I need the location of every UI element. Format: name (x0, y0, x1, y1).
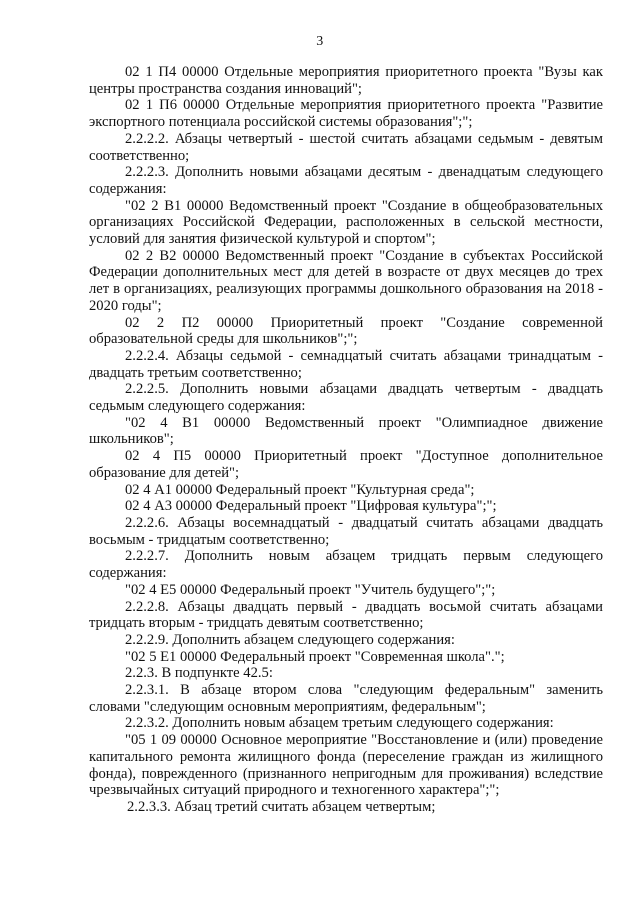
paragraph: 2.2.2.6. Абзацы восемнадцатый - двадцатый считать абзацами двадцать восьмым - тридцатым соответственно; (89, 514, 603, 548)
paragraph: 2.2.2.9. Дополнить абзацем следующего содержания: (125, 631, 455, 648)
page-number: 3 (316, 34, 324, 49)
paragraph: 2.2.3.3. Абзац третий считать абзацем четвертым; (127, 798, 436, 815)
paragraph: 02 1 П6 00000 Отдельные мероприятия приоритетного проекта "Развитие экспортного потенциала российской системы образования";"; (89, 97, 603, 131)
paragraph: 2.2.2.8. Абзацы двадцать первый - двадцать восьмой считать абзацами тридцать вторым - тридцать девятым соответственно; (89, 598, 603, 632)
paragraph: "02 5 Е1 00000 Федеральный проект "Современная школа"."; (125, 648, 505, 665)
paragraph: 02 4 А1 00000 Федеральный проект "Культурная среда"; (125, 481, 475, 498)
paragraph: 2.2.3.2. Дополнить новым абзацем третьим следующего содержания: (125, 715, 554, 732)
paragraph: 2.2.2.7. Дополнить новым абзацем тридцать первым следующего содержания: (89, 548, 603, 582)
paragraph: 2.2.2.2. Абзацы четвертый - шестой считать абзацами седьмым - девятым соответственно; (89, 130, 603, 164)
paragraph: 02 1 П4 00000 Отдельные мероприятия приоритетного проекта "Вузы как центры пространства создания инноваций"; (89, 64, 603, 97)
paragraph: 2.2.2.3. Дополнить новыми абзацами десятым - двенадцатым следующего содержания: (89, 164, 603, 197)
paragraph: 2.2.2.4. Абзацы седьмой - семнадцатый считать абзацами тринадцатым - двадцать третьим соответственно; (89, 347, 603, 381)
paragraph: 02 4 А3 00000 Федеральный проект "Цифровая культура";"; (125, 498, 497, 515)
paragraph: "05 1 09 00000 Основное мероприятие "Восстановление и (или) проведение капитального ремонта жилищного фонда (переселение граждан из жилищного фонда), поврежденного (признанного непригодным для проживания) вследствие чрезвычайных ситуаций природного и техногенного характера";"; (89, 732, 603, 799)
paragraph: 02 2 В2 00000 Ведомственный проект "Создание в субъектах Российской Федерации дополнительных мест для детей в возрасте от двух месяцев до трех лет в организациях, реализующих программы дошкольного образования на 2018 - 2020 годы"; (89, 247, 603, 314)
paragraph: "02 4 Е5 00000 Федеральный проект "Учитель будущего";"; (125, 581, 496, 598)
paragraph: 02 2 П2 00000 Приоритетный проект "Создание современной образовательной среды для школьников";"; (89, 314, 603, 348)
paragraph: "02 2 В1 00000 Ведомственный проект "Создание в общеобразовательных организациях Российской Федерации, расположенных в сельской местности, условий для занятия физической культурой и спортом"; (89, 197, 603, 248)
paragraph: "02 4 В1 00000 Ведомственный проект "Олимпиадное движение школьников"; (89, 414, 603, 448)
document-body (89, 64, 603, 816)
paragraph: 2.2.2.5. Дополнить новыми абзацами двадцать четвертым - двадцать седьмым следующего содержания: (89, 381, 603, 415)
paragraph: 02 4 П5 00000 Приоритетный проект "Доступное дополнительное образование для детей"; (89, 448, 603, 481)
paragraph: 2.2.3.1. В абзаце втором слова "следующим федеральным" заменить словами "следующим основным мероприятиям, федеральным"; (89, 682, 603, 715)
paragraph: 2.2.3. В подпункте 42.5: (125, 665, 273, 682)
